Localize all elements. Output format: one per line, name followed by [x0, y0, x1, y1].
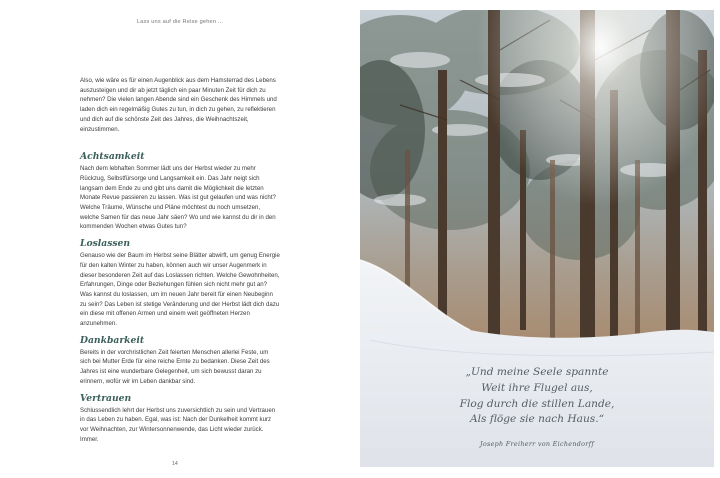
page-number: 14	[172, 461, 178, 467]
section-heading: Loslassen	[80, 238, 131, 250]
section-text: Genauso wie der Baum im Herbst seine Blätter abwirft, um genug Energie für den kalten Winter zu haben, können auch wir unser Augenmerk in dieser besonderen Zeit auf das Loslassen richten. Welche Gewohnheiten, Erfahrungen, Dinge oder Beziehungen fühlen sich nicht mehr gut an? Was kannst du loslassen, um im neuen Jahr bereit für einen Neubeginn zu sein? Das Leben ist stetige Veränderung und der Herbst lädt dich dazu ein diese mit offenen Armen und einem weit geöffneten Herzen anzunehmen.	[80, 252, 280, 328]
section-heading: Dankbarkeit	[80, 334, 145, 346]
quote-line: Als flöge sie nach Haus.“	[469, 413, 605, 426]
section-text: Nach dem lebhaften Sommer lädt uns der Herbst wieder zu mehr Rückzug, Selbstfürsorge und Langsamkeit ein. Das Jahr neigt sich langsam dem Ende zu und gibt uns damit die Möglichkeit die letzten Monate Revue passieren zu lassen. Was ist gut gelaufen und was nicht? Welche Träume, Wünsche und Pläne möchtest du noch umsetzen, welche Samen für das neue Jahr säen? Wo und wie kannst du dir in den kommenden Wochen etwas Gutes tun?	[80, 165, 276, 231]
right-page	[360, 10, 714, 467]
body-column	[80, 76, 280, 450]
quote-line: Weit ihre Flugel aus,	[481, 381, 593, 394]
intro-paragraph: Also, wie wäre es für einen Augenblick aus dem Hamsterrad des Lebens auszusteigen und dir ab jetzt täglich ein paar Minuten Zeit für dich zu nehmen? Die vielen langen Abende sind ein Geschenk des Himmels und laden dich ein regelmäßig Gutes zu tun, in dich zu gehen, zu reflektieren und dich auf die schönste Zeit des Jahres, die Weihnachtszeit, einzustimmen.	[80, 77, 277, 133]
section-heading: Vertrauen	[80, 392, 132, 404]
running-head: Lass uns auf die Reise gehen ...	[136, 19, 224, 25]
poem-quote	[360, 365, 714, 428]
section-vertrauen	[80, 393, 280, 445]
section-loslassen	[80, 238, 280, 329]
section-heading: Achtsamkeit	[80, 151, 145, 163]
section-text: Bereits in der vorchristlichen Zeit feierten Menschen allerlei Feste, um sich bei Mutter Erde für eine reiche Ernte zu bedanken. Diese Zeit des Jahres ist eine wunderbare Gelegenheit, um sich bewusst daran zu erinnern, wofür wir im Leben dankbar sind.	[80, 348, 270, 385]
quote-attribution: Joseph Freiherr von Eichendorff	[480, 440, 594, 448]
quote-line: „Und meine Seele spannte	[465, 366, 609, 378]
quote-line: Flog durch die stillen Lande,	[459, 397, 615, 410]
section-text: Schlussendlich lehrt der Herbst uns zuversichtlich zu sein und Vertrauen in das Leben zu haben. Egal, was ist: Nach der Dunkelheit kommt kurz vor Weihnachten, zur Wintersonnenwende, das Licht wieder zurück. Immer.	[80, 406, 276, 443]
section-dankbarkeit	[80, 335, 280, 387]
section-achtsamkeit	[80, 151, 280, 232]
